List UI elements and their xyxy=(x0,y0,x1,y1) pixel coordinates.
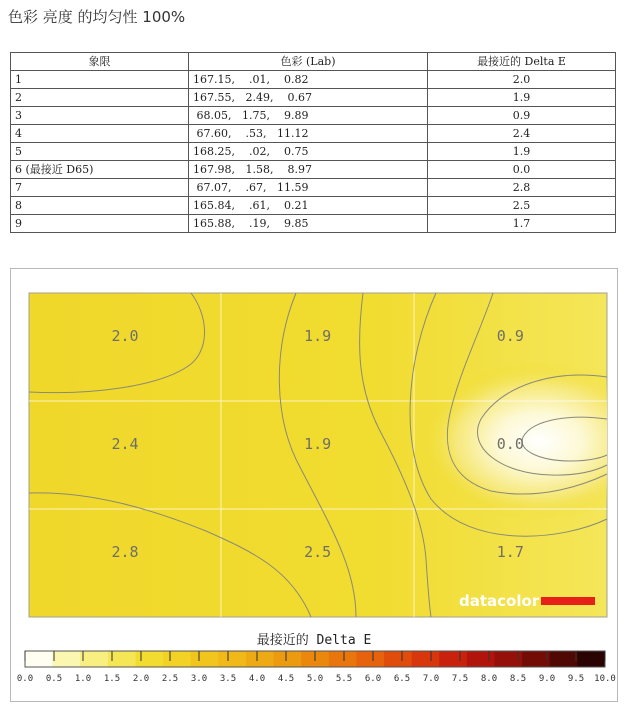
colorbar-tick-label: 8.5 xyxy=(509,674,527,684)
cell-quadrant: 7 xyxy=(11,179,189,197)
colorbar-swatch xyxy=(246,651,274,667)
colorbar-swatch xyxy=(135,651,163,667)
colorbar-tick-label: 4.0 xyxy=(248,674,266,684)
colorbar-tick-label: 7.0 xyxy=(422,674,440,684)
table-row xyxy=(11,179,616,197)
cell-quadrant: 1 xyxy=(11,71,189,89)
uniformity-heatmap xyxy=(11,269,617,701)
cell-quadrant: 8 xyxy=(11,197,189,215)
cell-lab: 168.25, .02, 0.75 xyxy=(189,143,428,161)
cell-lab: 167.55, 2.49, 0.67 xyxy=(189,89,428,107)
table-header-row xyxy=(11,53,616,71)
colorbar-tick-label: 5.5 xyxy=(335,674,353,684)
cell-lab: 167.98, 1.58, 8.97 xyxy=(189,161,428,179)
colorbar-swatch xyxy=(522,651,550,667)
colorbar-tick-label: 3.0 xyxy=(190,674,208,684)
colorbar-tick-label: 10.0 xyxy=(594,674,616,684)
colorbar-swatch xyxy=(550,651,578,667)
cell-value-label: 1.9 xyxy=(304,435,332,453)
cell-delta-e: 0.0 xyxy=(428,161,616,179)
cell-delta-e: 1.9 xyxy=(428,89,616,107)
colorbar-swatch xyxy=(356,651,384,667)
colorbar-swatch xyxy=(53,651,81,667)
colorbar-tick-label: 9.5 xyxy=(567,674,585,684)
page-title: 色彩 亮度 的均匀性 100% xyxy=(8,8,186,26)
table-row xyxy=(11,215,616,233)
brand-bar xyxy=(541,597,595,605)
cell-value-label: 1.7 xyxy=(496,543,524,561)
cell-delta-e: 2.8 xyxy=(428,179,616,197)
colorbar-swatch xyxy=(274,651,302,667)
cell-value-label: 2.4 xyxy=(111,435,139,453)
cell-value-label: 1.9 xyxy=(304,327,332,345)
cell-delta-e: 2.0 xyxy=(428,71,616,89)
cell-lab: 165.88, .19, 9.85 xyxy=(189,215,428,233)
colorbar-tick-label: 7.5 xyxy=(451,674,469,684)
cell-value-label: 0.0 xyxy=(496,435,524,453)
colorbar-tick-label: 0.0 xyxy=(16,674,34,684)
cell-quadrant: 3 xyxy=(11,107,189,125)
cell-quadrant: 6 (最接近 D65) xyxy=(11,161,189,179)
table-row xyxy=(11,143,616,161)
colorbar-swatch xyxy=(577,651,605,667)
cell-lab: 165.84, .61, 0.21 xyxy=(189,197,428,215)
colorbar-tick-label: 4.5 xyxy=(277,674,295,684)
colorbar-swatch xyxy=(218,651,246,667)
cell-value-label: 2.0 xyxy=(111,327,139,345)
cell-quadrant: 4 xyxy=(11,125,189,143)
colorbar-swatch xyxy=(439,651,467,667)
uniformity-chart-frame xyxy=(10,268,618,702)
cell-quadrant: 9 xyxy=(11,215,189,233)
cell-value-label: 0.9 xyxy=(496,327,524,345)
cell-delta-e: 1.7 xyxy=(428,215,616,233)
cell-lab: 67.07, .67, 11.59 xyxy=(189,179,428,197)
cell-delta-e: 0.9 xyxy=(428,107,616,125)
colorbar-tick-label: 2.0 xyxy=(132,674,150,684)
colorbar-title: 最接近的 Delta E xyxy=(256,633,372,648)
table-row xyxy=(11,197,616,215)
colorbar-swatch xyxy=(25,651,53,667)
header-quadrant: 象限 xyxy=(11,53,189,71)
colorbar-tick-label: 8.0 xyxy=(480,674,498,684)
cell-value-label: 2.5 xyxy=(304,543,332,561)
cell-quadrant: 2 xyxy=(11,89,189,107)
header-lab: 色彩 (Lab) xyxy=(189,53,428,71)
cell-quadrant: 5 xyxy=(11,143,189,161)
table-row xyxy=(11,71,616,89)
colorbar-tick-label: 9.0 xyxy=(538,674,556,684)
quadrant-table xyxy=(10,52,616,233)
cell-delta-e: 1.9 xyxy=(428,143,616,161)
colorbar-tick-label: 6.5 xyxy=(393,674,411,684)
colorbar-swatch xyxy=(384,651,412,667)
colorbar-swatch xyxy=(80,651,108,667)
colorbar-tick-label: 5.0 xyxy=(306,674,324,684)
colorbar-swatch xyxy=(412,651,440,667)
cell-delta-e: 2.4 xyxy=(428,125,616,143)
colorbar-tick-label: 3.5 xyxy=(219,674,237,684)
table-row xyxy=(11,125,616,143)
header-delta-e: 最接近的 Delta E xyxy=(428,53,616,71)
cell-lab: 68.05, 1.75, 9.89 xyxy=(189,107,428,125)
colorbar xyxy=(17,651,616,684)
colorbar-swatch xyxy=(329,651,357,667)
colorbar-swatch xyxy=(191,651,219,667)
colorbar-tick-label: 2.5 xyxy=(161,674,179,684)
colorbar-swatch xyxy=(163,651,191,667)
cell-lab: 67.60, .53, 11.12 xyxy=(189,125,428,143)
colorbar-tick-label: 1.0 xyxy=(74,674,92,684)
cell-value-label: 2.8 xyxy=(111,543,139,561)
colorbar-tick-label: 0.5 xyxy=(45,674,63,684)
table-row xyxy=(11,161,616,179)
table-row xyxy=(11,89,616,107)
cell-lab: 167.15, .01, 0.82 xyxy=(189,71,428,89)
cell-delta-e: 2.5 xyxy=(428,197,616,215)
table-row xyxy=(11,107,616,125)
colorbar-tick-label: 1.5 xyxy=(103,674,121,684)
brand-wordmark: datacolor xyxy=(459,592,540,610)
colorbar-tick-label: 6.0 xyxy=(364,674,382,684)
colorbar-swatch xyxy=(467,651,495,667)
